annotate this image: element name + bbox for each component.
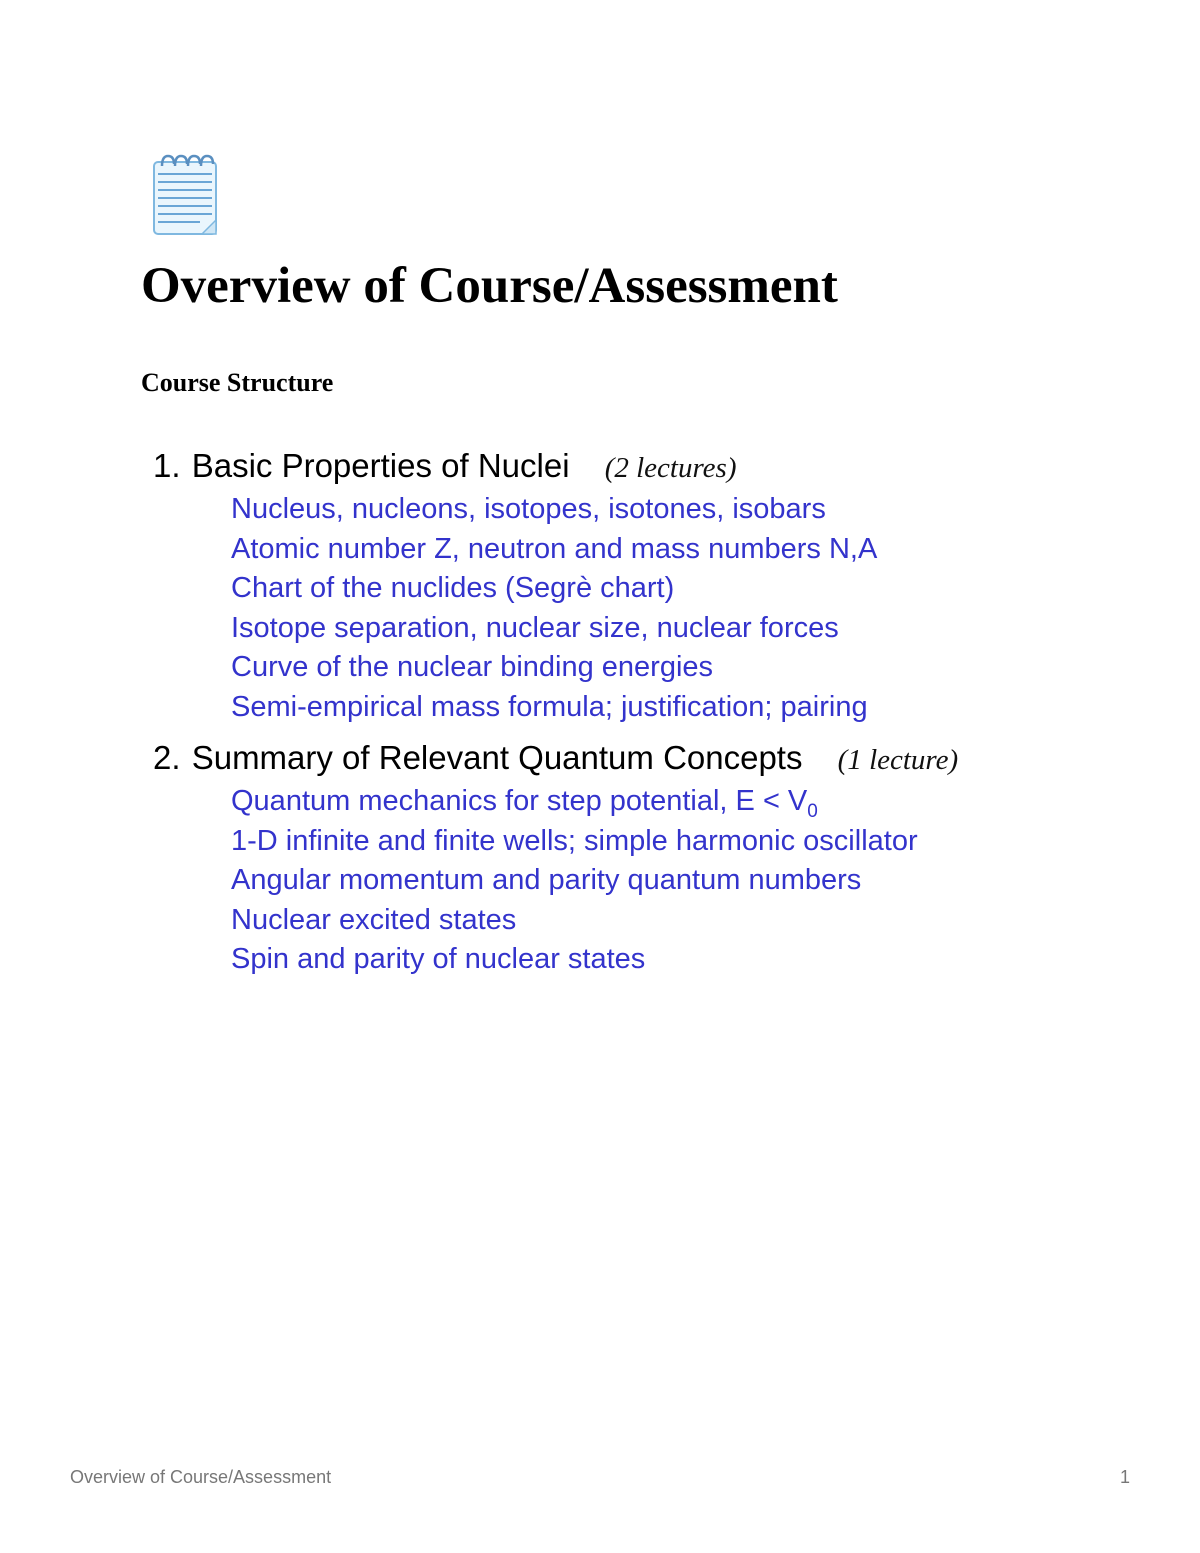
footer-title: Overview of Course/Assessment	[70, 1467, 332, 1487]
topic-item: Semi-empirical mass formula; justification; pairing	[231, 690, 868, 723]
module-title: Summary of Relevant Quantum Concepts	[191, 739, 803, 776]
topic-item: Curve of the nuclear binding energies	[231, 651, 714, 684]
topic-list	[153, 782, 958, 980]
module-heading	[153, 444, 877, 490]
topic-item: 1-D infinite and finite wells; simple harmonic oscillator	[231, 824, 918, 857]
page-title: Overview of Course/Assessment	[141, 258, 838, 314]
course-module-2	[153, 736, 958, 980]
section-heading: Course Structure	[141, 368, 334, 397]
module-number: 1.	[153, 447, 181, 484]
topic-item: Nucleus, nucleons, isotopes, isotones, isobars	[231, 493, 826, 525]
page-number: 1	[1119, 1467, 1130, 1487]
module-duration: (2 lectures)	[604, 452, 737, 484]
module-duration: (1 lecture)	[837, 744, 959, 776]
topic-item: Angular momentum and parity quantum numbers	[231, 864, 862, 897]
topic-subscript: 0	[807, 800, 818, 822]
topic-list	[153, 490, 877, 728]
course-module-1	[153, 444, 877, 728]
module-title: Basic Properties of Nuclei	[191, 447, 570, 484]
module-number: 2.	[153, 739, 181, 776]
topic-item: Spin and parity of nuclear states	[231, 943, 646, 976]
topic-text: Quantum mechanics for step potential, E < V	[231, 785, 808, 817]
module-heading	[153, 736, 958, 782]
topic-item	[231, 782, 958, 822]
topic-item: Isotope separation, nuclear size, nuclear forces	[231, 611, 839, 644]
topic-item: Atomic number Z, neutron and mass numbers N,A	[231, 532, 878, 565]
topic-item: Chart of the nuclides (Segrè chart)	[231, 572, 675, 605]
notepad-icon	[150, 152, 222, 236]
topic-item: Nuclear excited states	[231, 903, 517, 936]
